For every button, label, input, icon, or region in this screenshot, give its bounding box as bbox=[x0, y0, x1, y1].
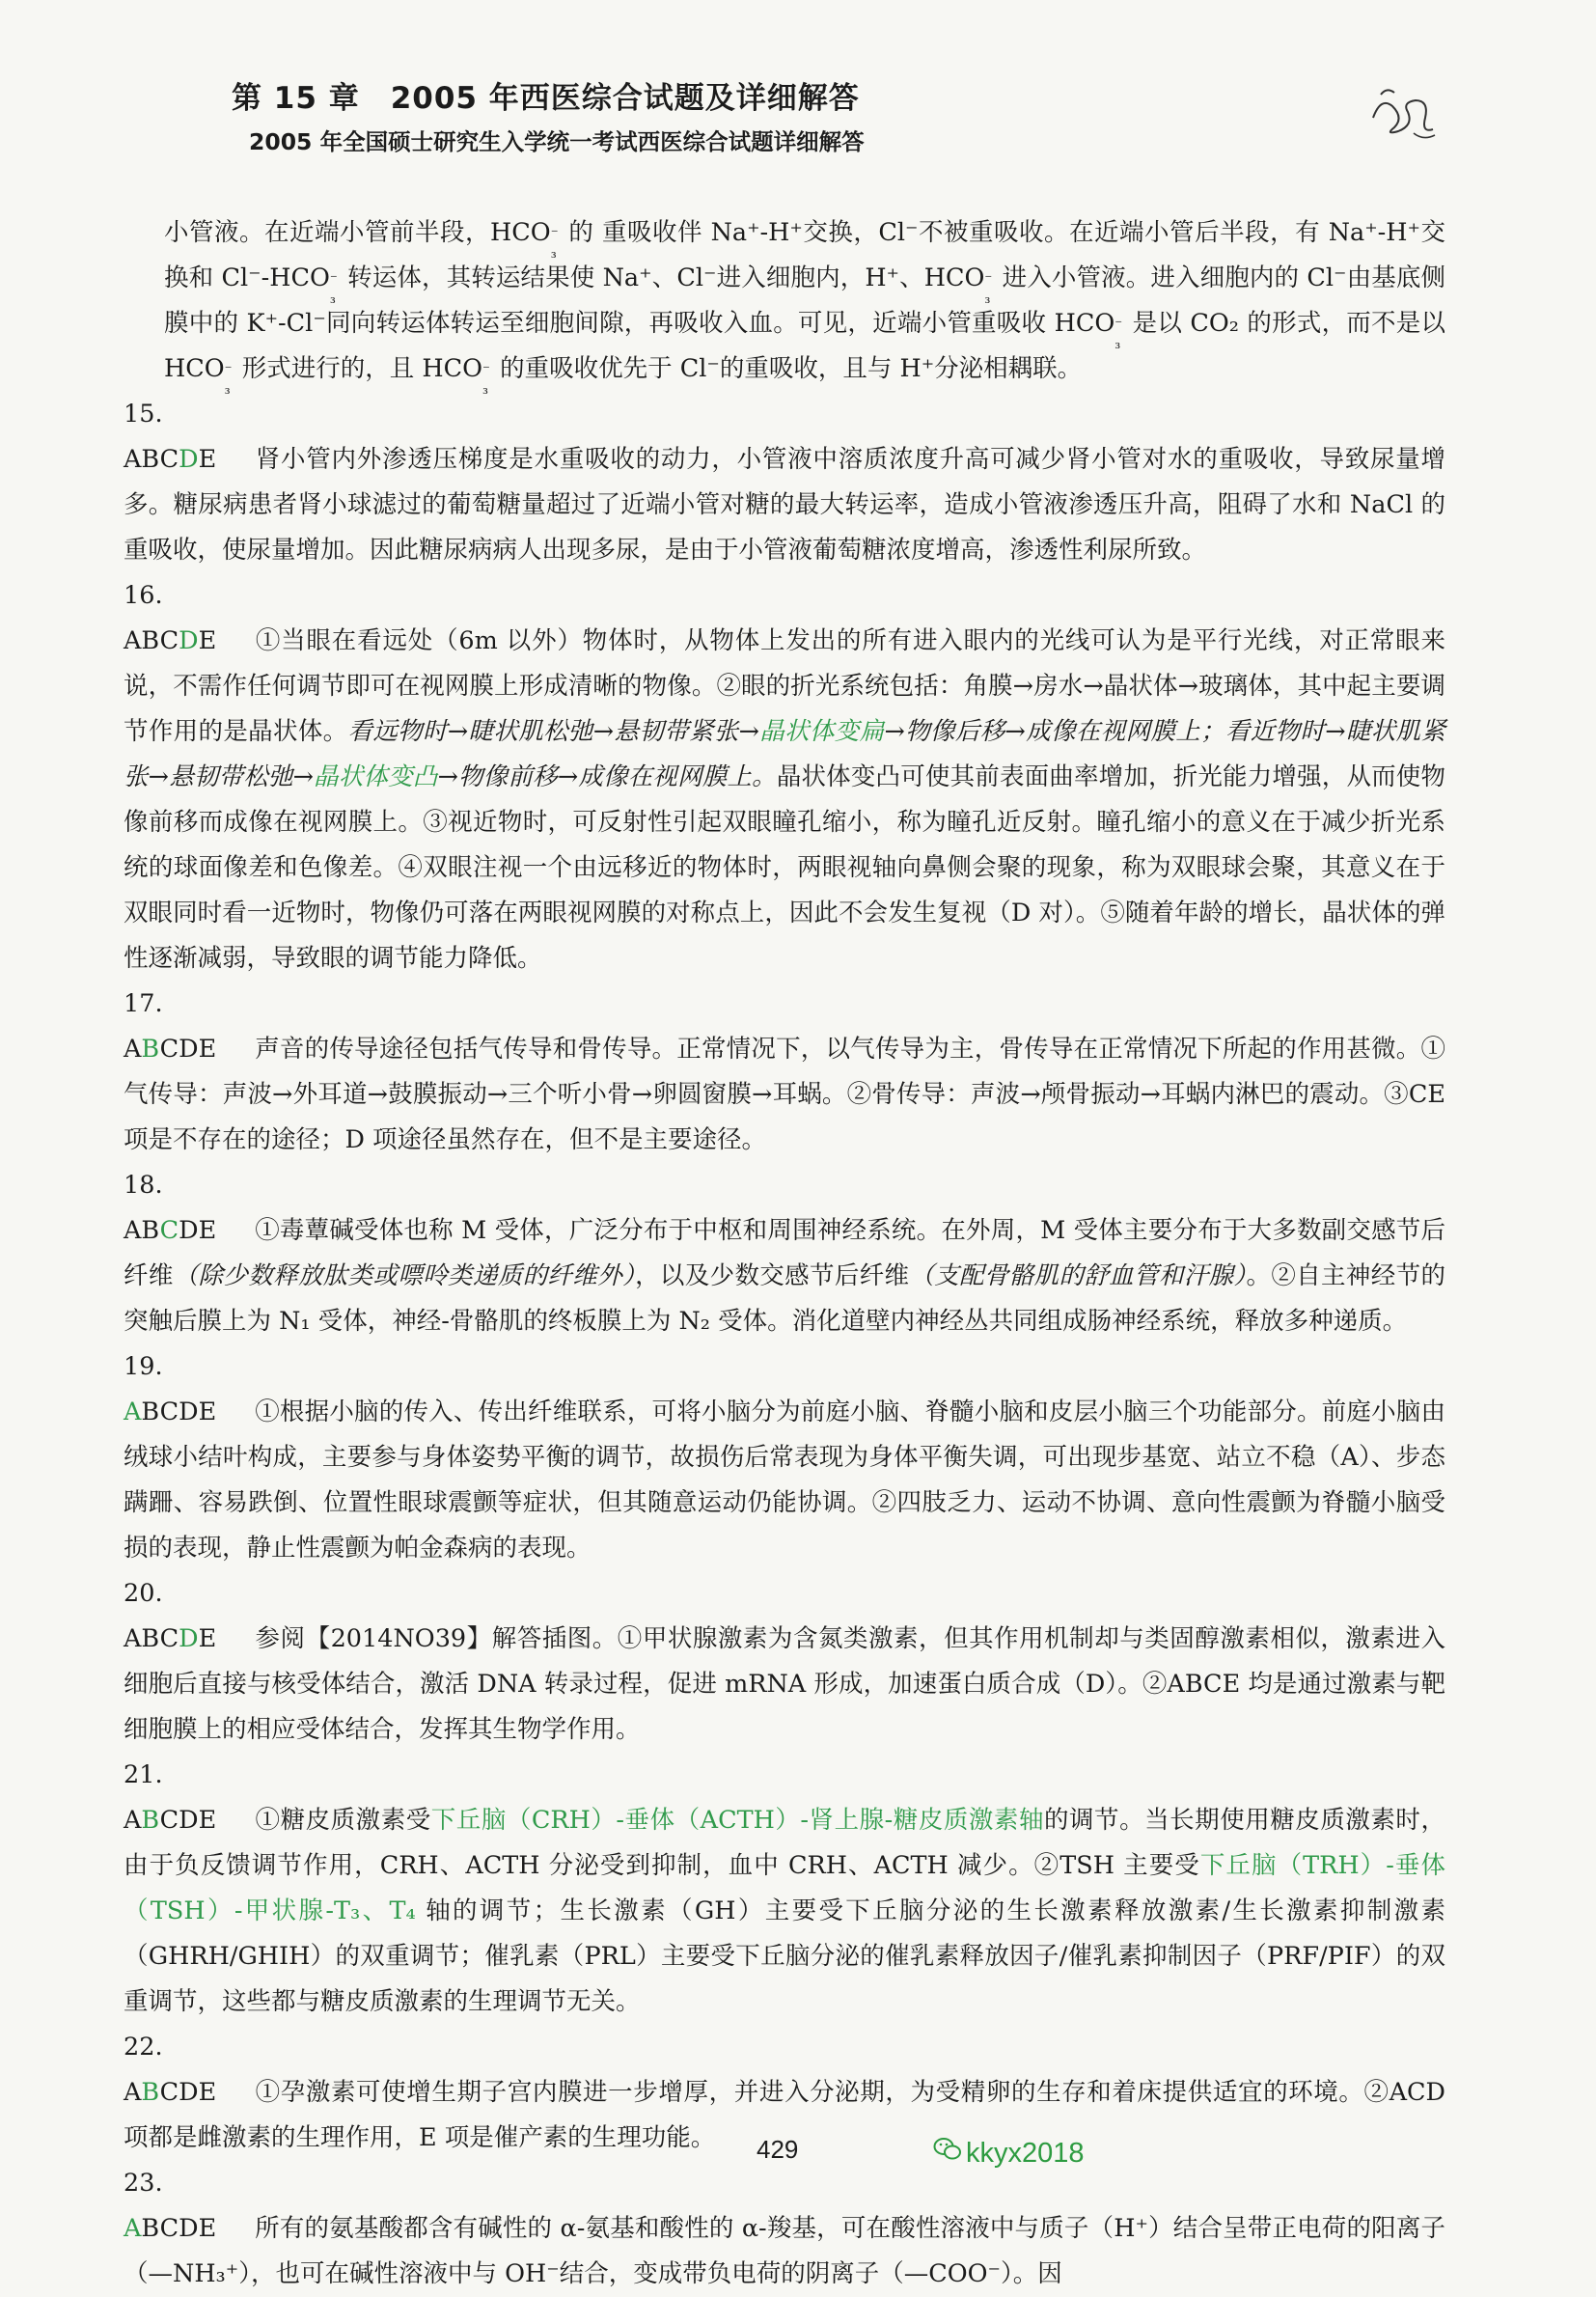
wechat-icon bbox=[933, 2137, 962, 2170]
question-number-options: 15. ABCDE bbox=[124, 400, 217, 474]
question-number-options: 23. ABCDE bbox=[124, 2169, 217, 2243]
question-number-options: 18. ABCDE bbox=[124, 1171, 217, 1245]
watermark bbox=[933, 2137, 1085, 2170]
question-explanation: 所有的氨基酸都含有碱性的 α-氨基和酸性的 α-羧基，可在酸性溶液中与质子（H⁺）结合呈带正电荷的阳离子（—NH₃⁺），也可在碱性溶液中与 OH⁻结合，变成带负电荷的阴离子（—COO⁻）。因 bbox=[124, 2214, 1445, 2288]
page-subtitle: 2005 年全国硕士研究生入学统一考试西医综合试题详细解答 bbox=[249, 128, 865, 155]
question-explanation: ①根据小脑的传入、传出纤维联系，可将小脑分为前庭小脑、脊髓小脑和皮层小脑三个功能部分。前庭小脑由绒球小结叶构成，主要参与身体姿势平衡的调节，故损伤后常表现为身体平衡失调，可出现步基宽、站立不稳（A）、步态蹒跚、容易跌倒、位置性眼球震颤等症状，但其随意运动仍能协调。②四肢乏力、运动不协调、意向性震颤为脊髓小脑受损的表现，静止性震颤为帕金森病的表现。 bbox=[124, 1398, 1445, 1563]
page-number: 429 bbox=[757, 2135, 799, 2164]
question-20 bbox=[83, 1571, 1445, 1753]
question-number-options: 16. ABCDE bbox=[124, 581, 217, 655]
watermark-text: kkyx2018 bbox=[966, 2137, 1085, 2169]
chapter-title: 第 15 章 2005 年西医综合试题及详细解答 bbox=[232, 81, 860, 116]
question-explanation: ①孕激素可使增生期子宫内膜进一步增厚，并进入分泌期，为受精卵的生存和着床提供适宜的环境。②ACD 项都是雌激素的生理作用，E 项是催产素的生理功能。 bbox=[124, 2078, 1445, 2152]
question-number-options: 21. ABCDE bbox=[124, 1760, 217, 1835]
scribble-logo-icon bbox=[1365, 79, 1443, 151]
question-18: 18. ABCDE ①毒蕈碱受体也称 M 受体，广泛分布于中枢和周围神经系统。在外周，M 受体主要分布于大多数副交感节后纤维（除少数释放肽类或嘌呤类递质的纤维外），以及少数交感节后纤维（支配骨骼肌的舒血管和汗腺）。②自主神经节的突触后膜上为 N₁ 受体，神经-骨骼肌的终板膜上为 N₂ 受体。消化道壁内神经丛共同组成肠神经系统，释放多种递质。 bbox=[83, 1163, 1445, 1344]
question-explanation: 声音的传导途径包括气传导和骨传导。正常情况下，以气传导为主，骨传导在正常情况下所起的作用甚微。①气传导：声波→外耳道→鼓膜振动→三个听小骨→卵圆窗膜→耳蜗。②骨传导：声波→颅骨振动→耳蜗内淋巴的震动。③CE 项是不存在的途径；D 项途径虽然存在，但不是主要途径。 bbox=[124, 1035, 1445, 1154]
question-21: 21. ABCDE ①糖皮质激素受下丘脑（CRH）-垂体（ACTH）-肾上腺-糖皮质激素轴的调节。当长期使用糖皮质激素时，由于负反馈调节作用，CRH、ACTH 分泌受到抑制，血中 CRH、ACTH 减少。②TSH 主要受下丘脑（TRH）-垂体（TSH）-甲状腺-T₃、T₄ 轴的调节；生长激素（GH）主要受下丘脑分泌的生长激素释放激素/生长激素抑制激素（GHRH/GHIH）的双重调节；催乳素（PRL）主要受下丘脑分泌的催乳素释放因子/催乳素抑制因子（PRF/PIF）的双重调节，这些都与糖皮质激素的生理调节无关。 bbox=[83, 1753, 1445, 2025]
question-explanation: 肾小管内外渗透压梯度是水重吸收的动力，小管液中溶质浓度升高可减少肾小管对水的重吸收，导致尿量增多。糖尿病患者肾小球滤过的葡萄糖量超过了近端小管对糖的最大转运率，造成小管液渗透压升高，阻碍了水和 NaCl 的重吸收，使尿量增加。因此糖尿病病人出现多尿，是由于小管液葡萄糖浓度增高，渗透性利尿所致。 bbox=[124, 445, 1445, 565]
intro-paragraph: 小管液。在近端小管前半段，HCO ₃ ⁻ 的 重吸收伴 Na⁺-H⁺交换，Cl⁻不被重吸收。在近端小管后半段，有 Na⁺-H⁺交换和 Cl⁻-HCO ₃ ⁻ 转运体，其转运结果使 Na⁺、Cl⁻进入细胞内，H⁺、HCO ₃ ⁻ 进入小管液。进入细胞内的 Cl⁻由基底侧膜中的 K⁺-Cl⁻同向转运体转运至细胞间隙，再吸收入血。可见，近端小管重吸收 HCO ₃ ⁻ 是以 CO₂ 的形式，而不是以 HCO ₃ ⁻ 形式进行的，且 HCO ₃ ⁻ 的重吸收优先于 Cl⁻的重吸收，且与 H⁺分泌相耦联。 bbox=[164, 218, 1445, 398]
question-number-options: 22. ABCDE bbox=[124, 2033, 217, 2107]
question-number-options: 17. ABCDE bbox=[124, 989, 217, 1064]
question-explanation: 参阅【2014NO39】解答插图。①甲状腺激素为含氮类激素，但其作用机制却与类固醇激素相似，激素进入细胞后直接与核受体结合，激活 DNA 转录过程，促进 mRNA 形成，加速蛋白质合成（D）。②ABCE 均是通过激素与靶细胞膜上的相应受体结合，发挥其生物学作用。 bbox=[124, 1624, 1445, 1744]
question-number-options: 20. ABCDE bbox=[124, 1579, 217, 1653]
question-15 bbox=[83, 392, 1445, 573]
question-17 bbox=[83, 982, 1445, 1163]
question-16: 16. ABCDE ①当眼在看远处（6m 以外）物体时，从物体上发出的所有进入眼内的光线可认为是平行光线，对正常眼来说，不需作任何调节即可在视网膜上形成清晰的物像。②眼的折光系统包括：角膜→房水→晶状体→玻璃体，其中起主要调节作用的是晶状体。看远物时→睫状肌松弛→悬韧带紧张→晶状体变扁→物像后移→成像在视网膜上；看近物时→睫状肌紧张→悬韧带松弛→晶状体变凸→物像前移→成像在视网膜上。晶状体变凸可使其前表面曲率增加，折光能力增强，从而使物像前移而成像在视网膜上。③视近物时，可反射性引起双眼瞳孔缩小，称为瞳孔近反射。瞳孔缩小的意义在于减少折光系统的球面像差和色像差。④双眼注视一个由远移近的物体时，两眼视轴向鼻侧会聚的现象，称为双眼球会聚，其意义在于双眼同时看一近物时，物像仍可落在两眼视网膜的对称点上，因此不会发生复视（D 对）。⑤随着年龄的增长，晶状体的弹性逐渐减弱，导致眼的调节能力降低。 bbox=[83, 573, 1445, 982]
question-23 bbox=[83, 2161, 1445, 2297]
question-19 bbox=[83, 1344, 1445, 1571]
question-number-options: 19. ABCDE bbox=[124, 1352, 217, 1426]
answer-body bbox=[124, 210, 1445, 2297]
